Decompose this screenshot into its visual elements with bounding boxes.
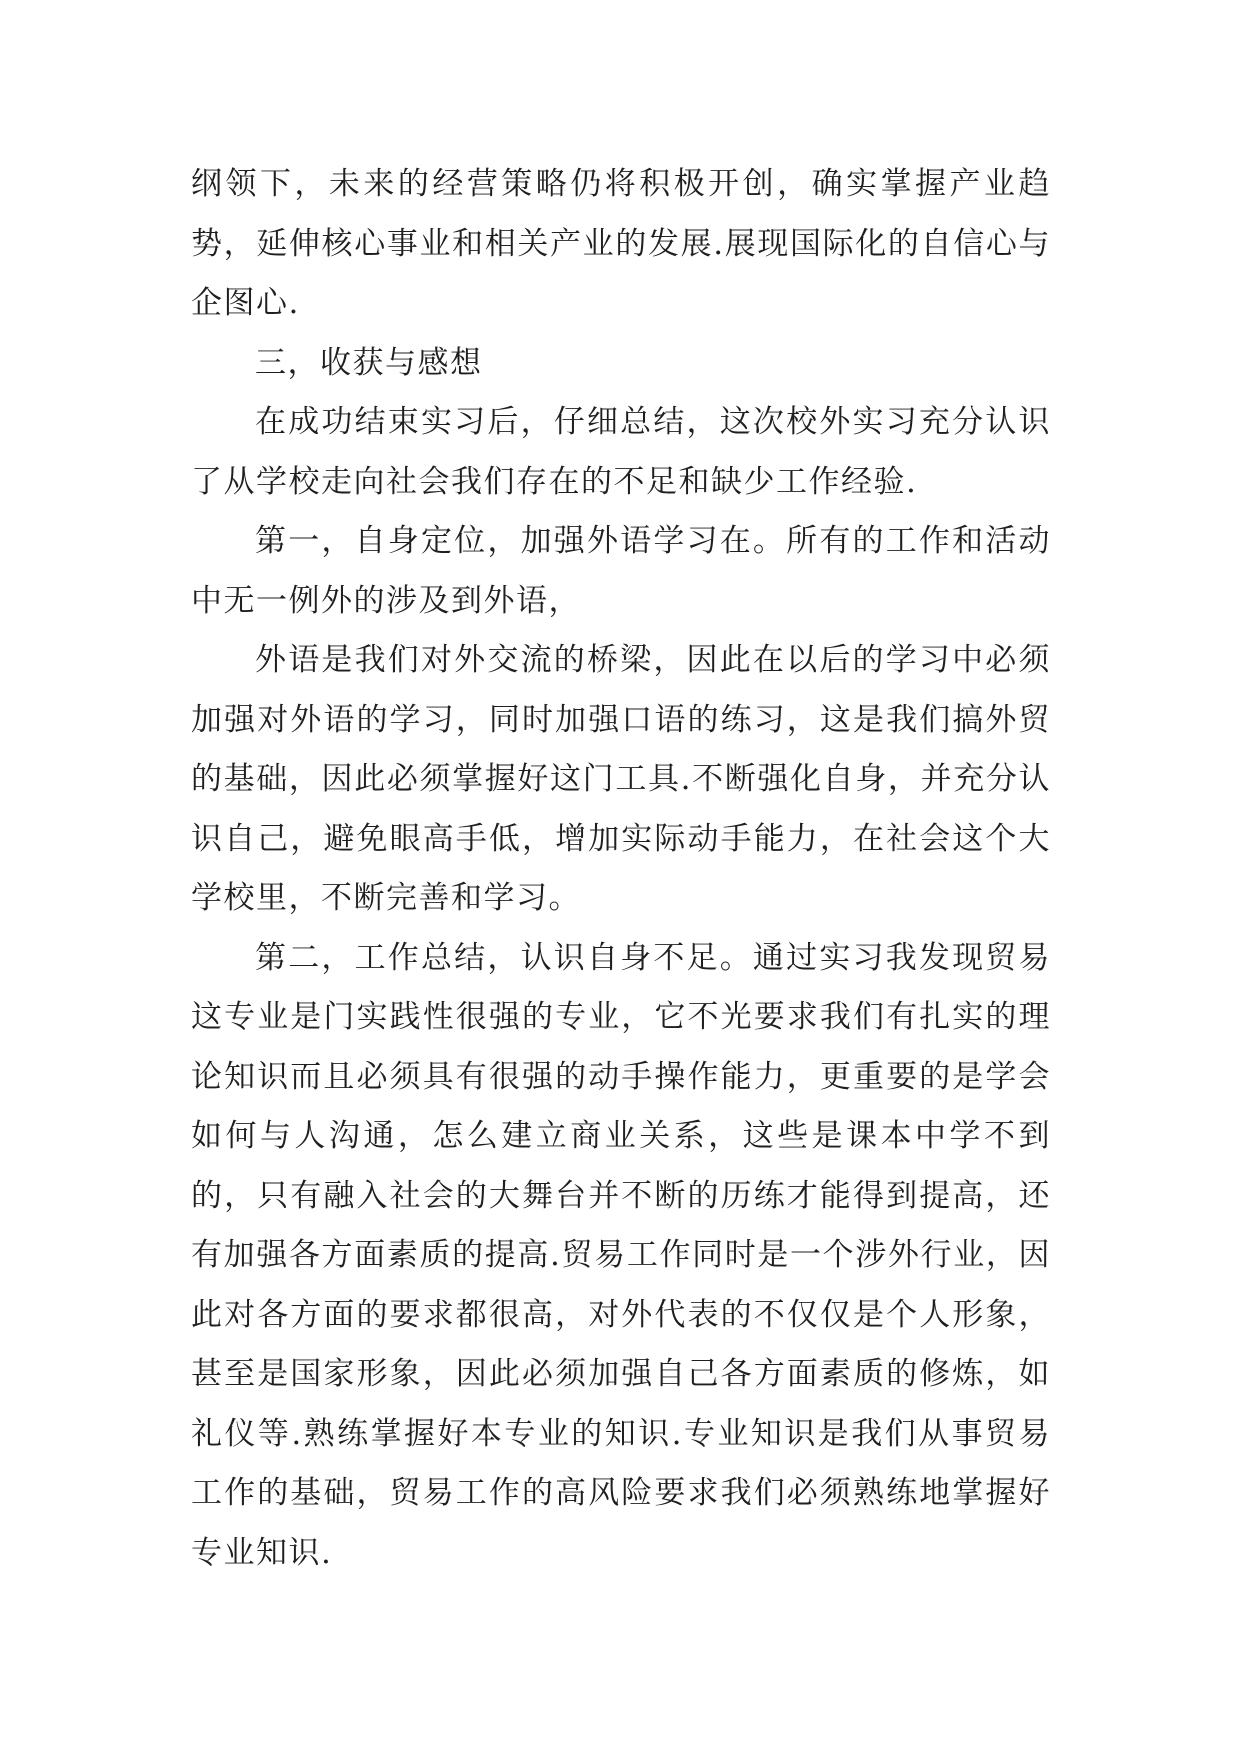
paragraph-intro: 在成功结束实习后，仔细总结，这次校外实习充分认识了从学校走向社会我们存在的不足和缺少工作经验.	[191, 404, 1051, 500]
document-body	[191, 155, 1051, 1583]
paragraph-point-two: 第二，工作总结，认识自身不足。通过实习我发现贸易这专业是门实践性很强的专业，它不光要求我们有扎实的理论知识而且必须具有很强的动手操作能力，更重要的是学会如何与人沟通，怎么建立商业关系，这些是课本中学不到的，只有融入社会的大舞台并不断的历练才能得到提高，还有加强各方面素质的提高.贸易工作同时是一个涉外行业，因此对各方面的要求都很高，对外代表的不仅仅是个人形象，甚至是国家形象，因此必须加强自己各方面素质的修炼，如礼仪等.熟练掌握好本专业的知识.专业知识是我们从事贸易工作的基础，贸易工作的高风险要求我们必须熟练地掌握好专业知识.	[191, 939, 1051, 1571]
paragraph-continuation: 纲领下，未来的经营策略仍将积极开创，确实掌握产业趋势，延伸核心事业和相关产业的发展.展现国际化的自信心与企图心.	[191, 166, 1051, 321]
paragraph-point-one: 第一，自身定位，加强外语学习在。所有的工作和活动中无一例外的涉及到外语，	[191, 523, 1051, 619]
section-heading: 三，收获与感想	[255, 344, 483, 381]
paragraph-foreign-language: 外语是我们对外交流的桥梁，因此在以后的学习中必须加强对外语的学习，同时加强口语的练习，这是我们搞外贸的基础，因此必须掌握好这门工具.不断强化自身，并充分认识自己，避免眼高手低，增加实际动手能力，在社会这个大学校里，不断完善和学习。	[191, 642, 1051, 916]
